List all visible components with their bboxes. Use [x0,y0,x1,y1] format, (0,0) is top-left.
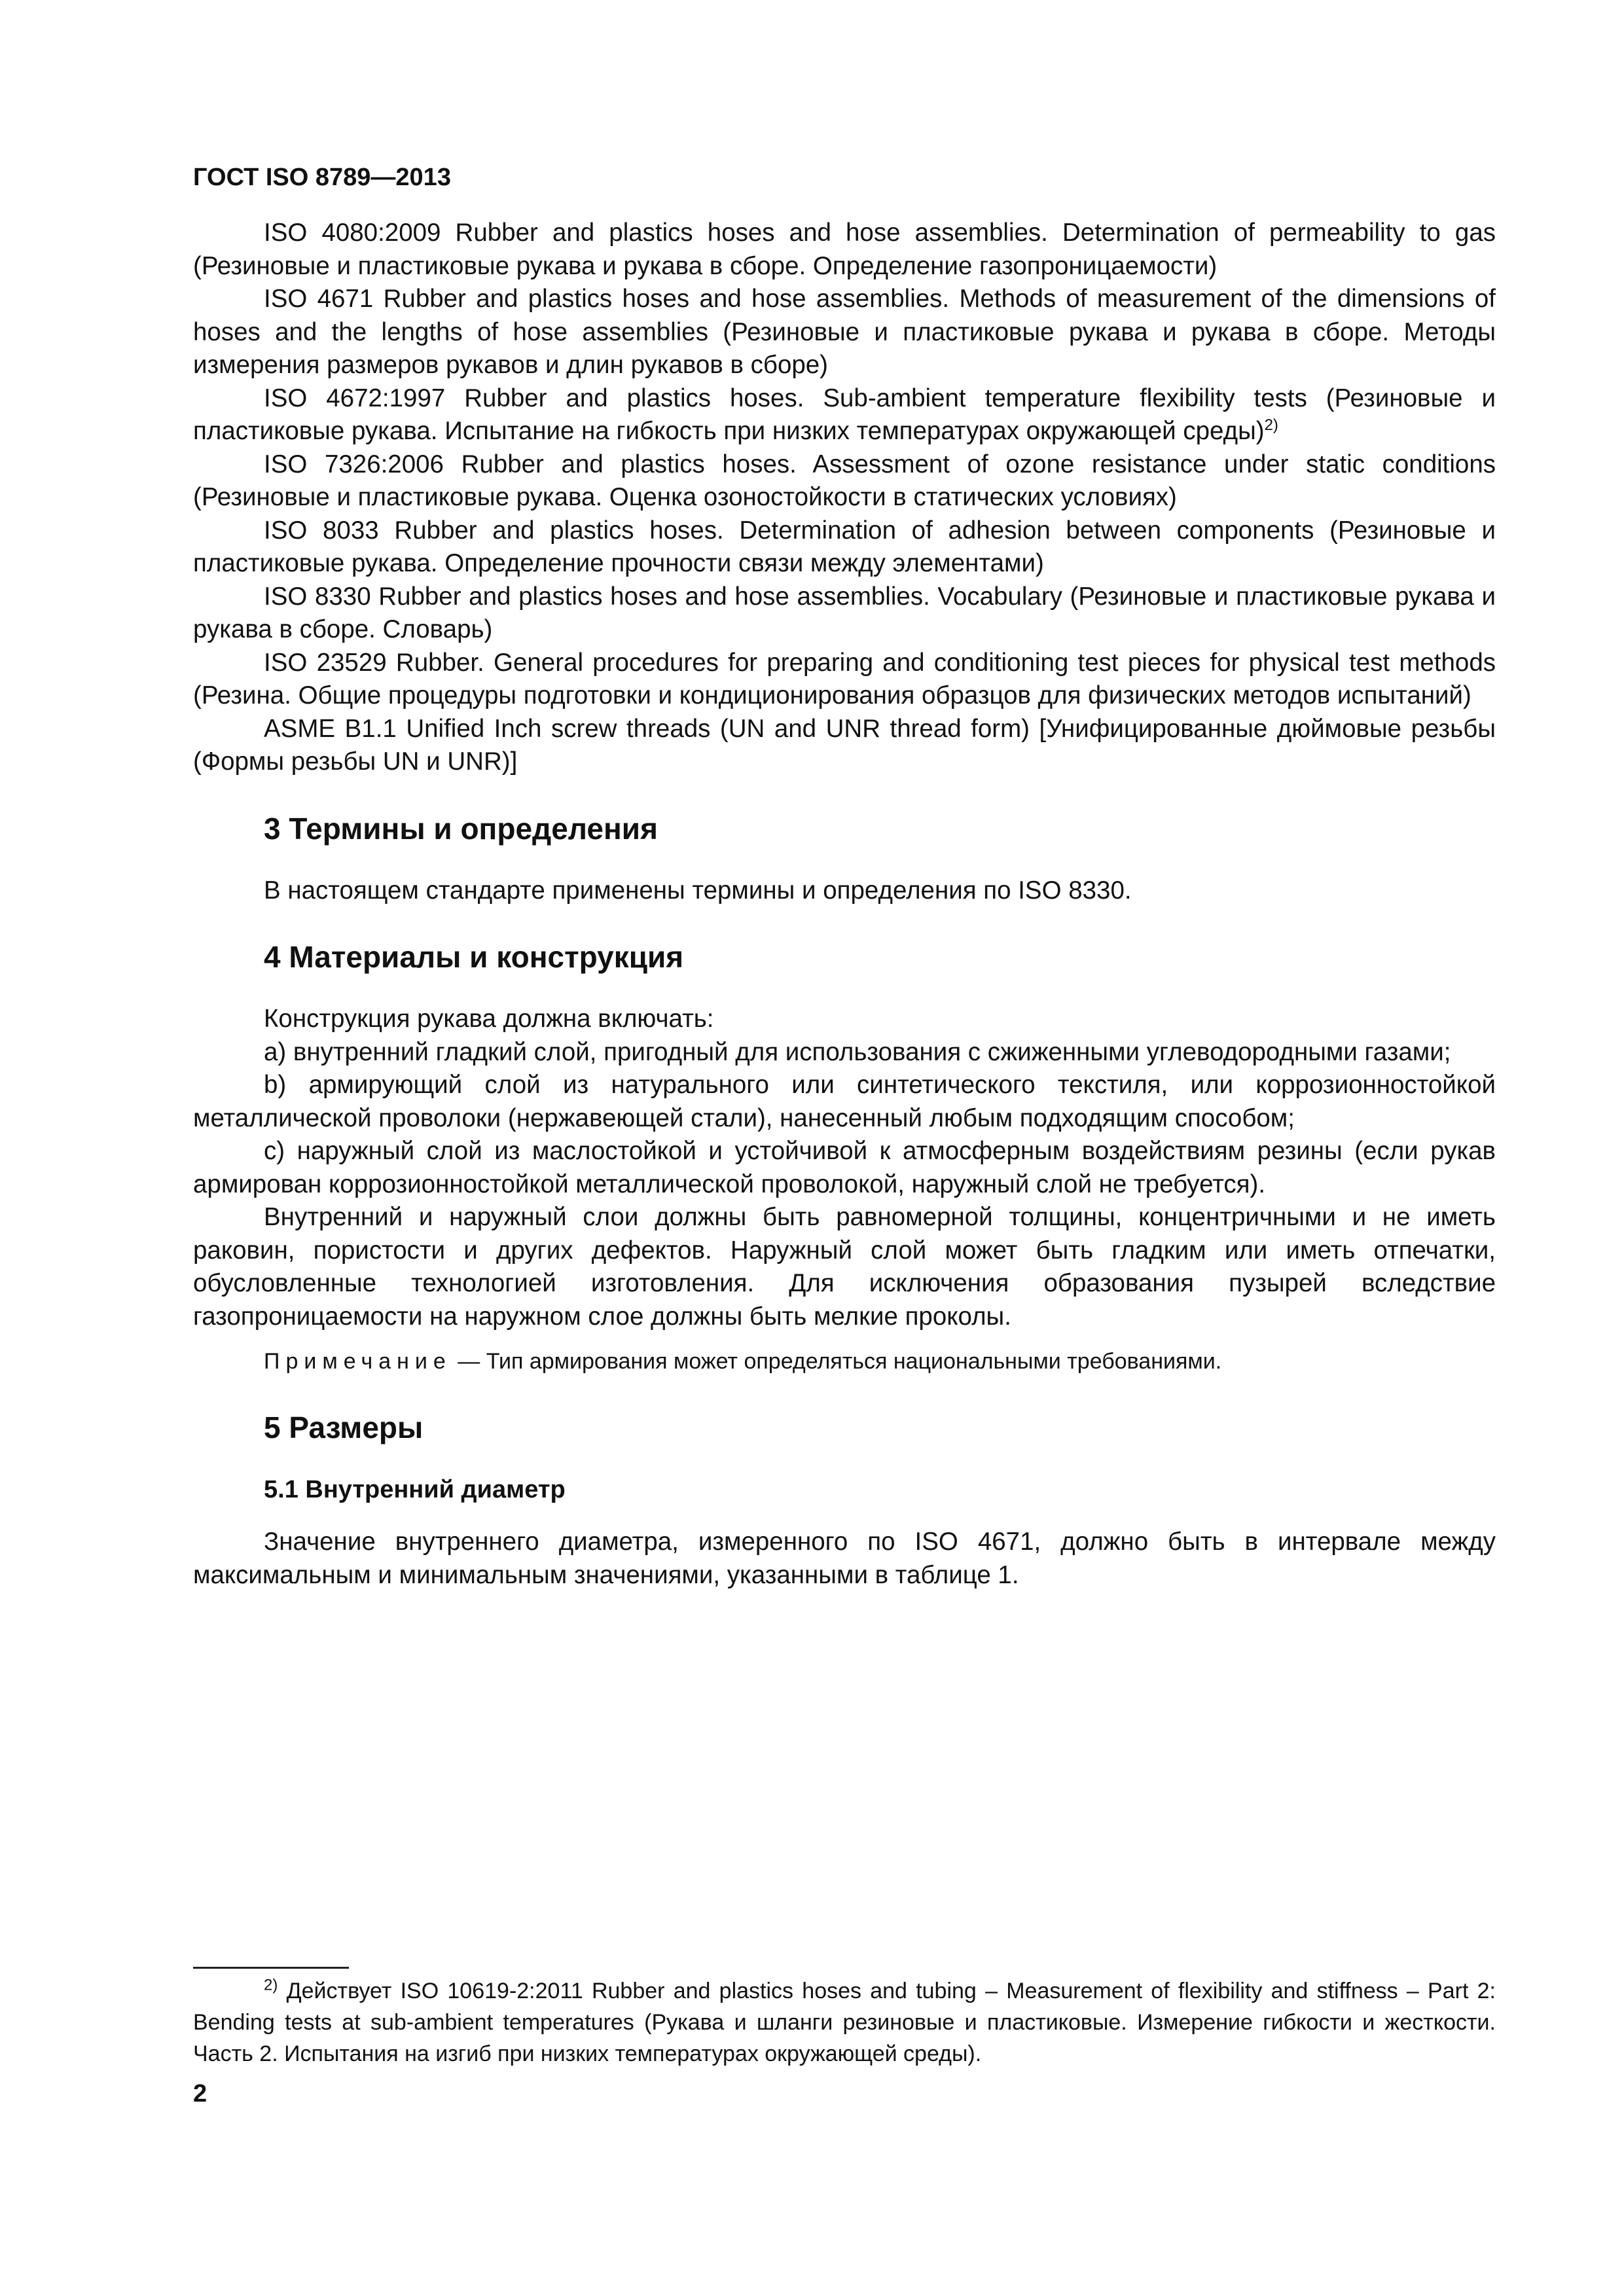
document-header: ГОСТ ISO 8789—2013 [193,164,451,191]
reference-item: ISO 8330 Rubber and plastics hoses and hose assemblies. Vocabulary (Резиновые и пластиковые рукава и рукава в сборе. Словарь) [193,582,1496,643]
page-number: 2 [193,2080,208,2108]
section-4-paragraph: Внутренний и наружный слои должны быть равномерной толщины, концентричными и не иметь раковин, пористости и других дефектов. Наружный слой может быть гладким или иметь отпечатки, обусловленные технологией изготовления. Для исключения образования пузырей вследствие газопроницаемости на наружном слое должны быть мелкие проколы. [193,1203,1496,1331]
subsection-5-1-heading: 5.1 Внутренний диаметр [264,1476,566,1503]
reference-item: ISO 4080:2009 Rubber and plastics hoses and hose assemblies. Determination of permeability to gas (Резиновые и пластиковые рукава и рукава в сборе. Определение газопроницаемости) [193,219,1496,280]
note [193,1345,1496,1378]
section-4-heading: 4 Материалы и конструкция [264,940,684,974]
normative-references [193,217,1496,779]
list-item: c) наружный слой из маслостойкой и устойчивой к атмосферным воздействиям резины (если рукав армирован коррозионностойкой металлической проволокой, наружный слой не требуется). [193,1137,1496,1198]
footnote-divider [193,1967,349,1969]
section-5-1-text: Значение внутреннего диаметра, измеренного по ISO 4671, должно быть в интервале между максимальным и минимальным значениями, указанными в таблице 1. [193,1528,1496,1589]
section-4-intro: Конструкция рукава должна включать: [264,1005,714,1033]
footnote [193,1975,1496,2070]
reference-item: ISO 23529 Rubber. General procedures for preparing and conditioning test pieces for physical test methods (Резина. Общие процедуры подготовки и кондиционирования образцов для физических методов испытаний) [193,648,1496,709]
note-text: — Тип армирования может определяться национальными требованиями. [451,1349,1222,1374]
reference-item: ASME B1.1 Unified Inch screw threads (UN and UNR thread form) [Унифицированные дюймовые резьбы (Формы резьбы UN и UNR)] [193,714,1496,776]
reference-item: ISO 4671 Rubber and plastics hoses and hose assemblies. Methods of measurement of the dimensions of hoses and the lengths of hose assemblies (Резиновые и пластиковые рукава и рукава в сборе. Методы измерения размеров рукавов и длин рукавов в сборе) [193,285,1496,379]
reference-item: ISO 8033 Rubber and plastics hoses. Determination of adhesion between components (Резиновые и пластиковые рукава. Определение прочности связи между элементами) [193,516,1496,577]
footnote-marker: 2) [1264,416,1278,435]
list-item: b) армирующий слой из натурального или синтетического текстиля, или коррозионностойкой металлической проволоки (нержавеющей стали), нанесенный любым подходящим способом; [193,1071,1496,1132]
section-5-heading: 5 Размеры [264,1410,424,1444]
note-label: Примечание [264,1349,452,1374]
footnote-text: Действует ISO 10619-2:2011 Rubber and plastics hoses and tubing – Measurement of flexibility and stiffness – Part 2: Bending tests at sub-ambient temperatures (Рукава и шланги резиновые и пластиковые. Измерение гибкости и жесткости. Часть 2. Испытания на изгиб при низких температурах окружающей среды). [193,1979,1496,2066]
document-page [193,164,1496,1592]
list-item: a) внутренний гладкий слой, пригодный для использования с сжиженными углеводородными газами; [264,1037,1451,1066]
section-3-heading: 3 Термины и определения [264,811,658,846]
reference-item: ISO 7326:2006 Rubber and plastics hoses. Assessment of ozone resistance under static conditions (Резиновые и пластиковые рукава. Оценка озоностойкости в статических условиях) [193,450,1496,511]
reference-item [193,382,1496,448]
reference-text: ISO 4672:1997 Rubber and plastics hoses. Sub-ambient temperature flexibility tests (Резиновые и пластиковые рукава. Испытание на гибкость при низких температурах окружающей среды) [193,384,1496,445]
footnote-marker: 2) [264,1976,278,1994]
section-3-text: В настоящем стандарте применены термины и определения по ISO 8330. [264,876,1132,905]
